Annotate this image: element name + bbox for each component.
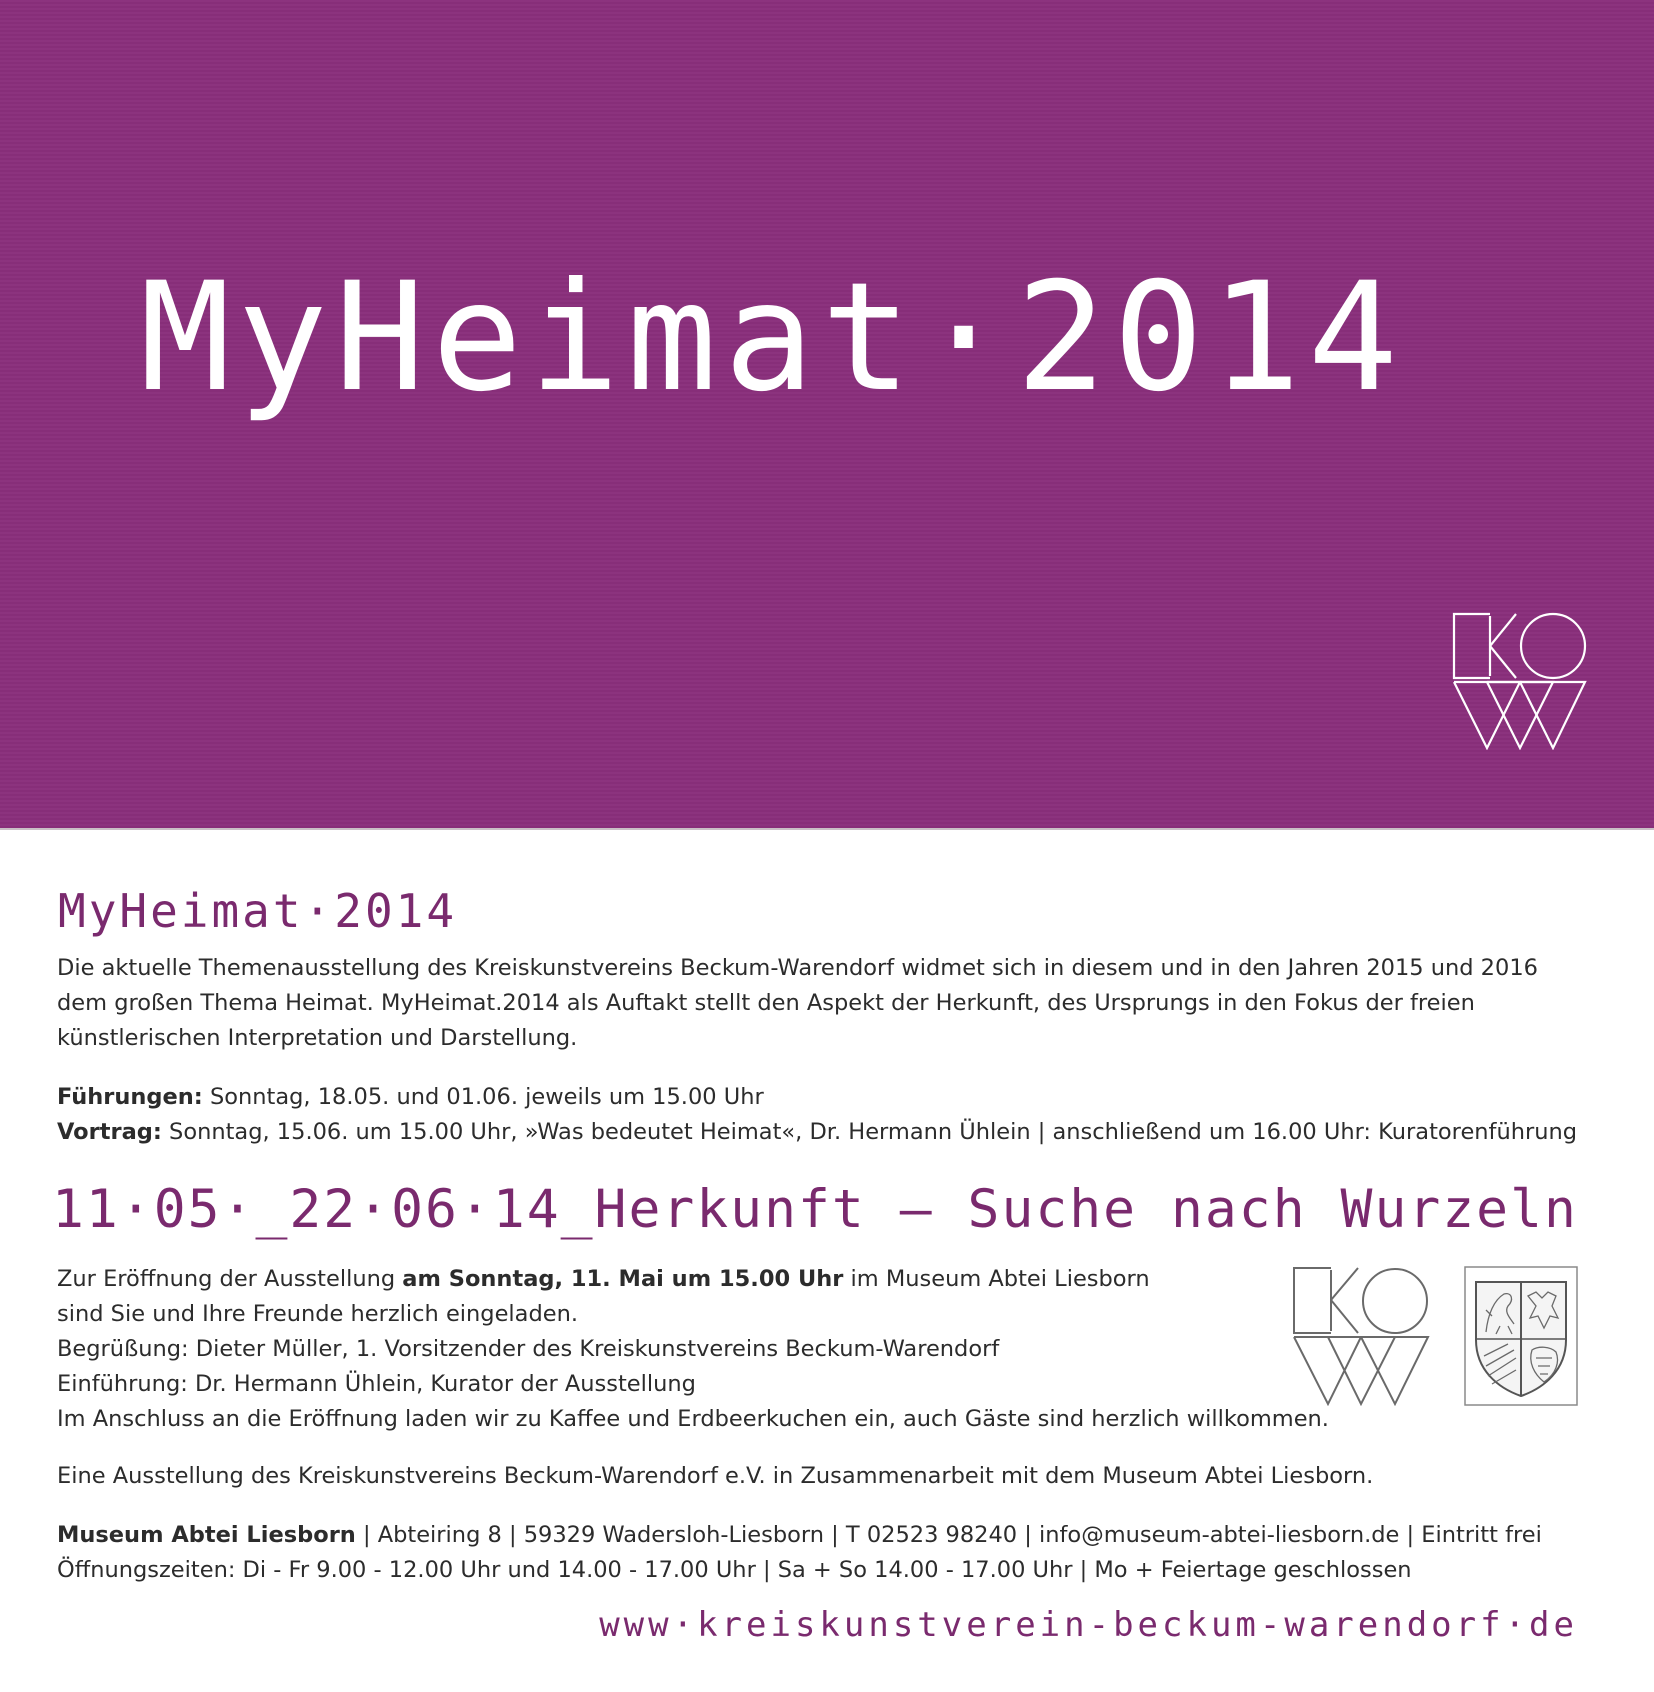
introduction-line: Einführung: Dr. Hermann Ühlein, Kurator der Ausstellung	[57, 1371, 696, 1397]
events-block	[57, 1080, 1577, 1150]
museum-name: Museum Abtei Liesborn	[57, 1522, 356, 1548]
greeting-line: Begrüßung: Dieter Müller, 1. Vorsitzender des Kreiskunstvereins Beckum-Warendorf	[57, 1336, 1000, 1362]
museum-address	[57, 1518, 1542, 1588]
divider	[0, 828, 1654, 830]
fuehrungen-label: Führungen:	[57, 1084, 203, 1110]
address-details: | Abteiring 8 | 59329 Wadersloh-Liesborn | T 02523 98240 | info@museum-abtei-liesborn.de | Eintritt frei	[355, 1522, 1542, 1548]
coat-of-arms-icon	[1464, 1266, 1578, 1406]
intro-line: künstlerischen Interpretation und Darstellung.	[57, 1025, 578, 1051]
vortrag-line	[57, 1115, 1577, 1150]
hero-title: MyHeimat·2014	[140, 251, 1405, 425]
intro-line: Die aktuelle Themenausstellung des Kreiskunstvereins Beckum-Warendorf widmet sich in diesem und in den Jahren 2015 und 2016	[57, 955, 1538, 981]
intro-paragraph	[57, 951, 1538, 1056]
address-line	[57, 1518, 1542, 1553]
opening-line	[57, 1262, 1329, 1297]
opening-hours: Öffnungszeiten: Di - Fr 9.00 - 12.00 Uhr und 14.00 - 17.00 Uhr | Sa + So 14.00 - 17.00 Uhr | Mo + Feiertage geschlossen	[57, 1557, 1412, 1583]
kkv-logo-icon	[1452, 612, 1587, 750]
collaboration-note: Eine Ausstellung des Kreiskunstvereins Beckum-Warendorf e.V. in Zusammenarbeit mit dem Museum Abtei Liesborn.	[57, 1463, 1374, 1489]
section-title: MyHeimat·2014	[58, 884, 458, 938]
website-link[interactable]: www·kreiskunstverein-beckum-warendorf·de	[599, 1605, 1578, 1645]
kkv-logo-icon	[1292, 1266, 1430, 1406]
fuehrungen-line	[57, 1080, 1577, 1115]
exhibition-dates-title: 11·05·_22·06·14_Herkunft – Suche nach Wurzeln	[52, 1179, 1578, 1240]
opening-line: sind Sie und Ihre Freunde herzlich eingeladen.	[57, 1301, 579, 1327]
fuehrungen-text: Sonntag, 18.05. und 01.06. jeweils um 15.00 Uhr	[202, 1084, 764, 1110]
reception-line: Im Anschluss an die Eröffnung laden wir zu Kaffee und Erdbeerkuchen ein, auch Gäste sind herzlich willkommen.	[57, 1406, 1329, 1432]
intro-line: dem großen Thema Heimat. MyHeimat.2014 als Auftakt stellt den Aspekt der Herkunft, des Ursprungs in den Fokus der freien	[57, 990, 1475, 1016]
opening-place: im Museum Abtei Liesborn	[843, 1266, 1150, 1292]
opening-date: am Sonntag, 11. Mai um 15.00 Uhr	[402, 1266, 844, 1292]
vortrag-text: Sonntag, 15.06. um 15.00 Uhr, »Was bedeutet Heimat«, Dr. Hermann Ühlein | anschließend um 16.00 Uhr: Kuratorenführung	[161, 1119, 1578, 1145]
hero-banner	[0, 0, 1654, 828]
opening-text: Zur Eröffnung der Ausstellung	[57, 1266, 403, 1292]
opening-block	[57, 1262, 1329, 1437]
vortrag-label: Vortrag:	[57, 1119, 162, 1145]
